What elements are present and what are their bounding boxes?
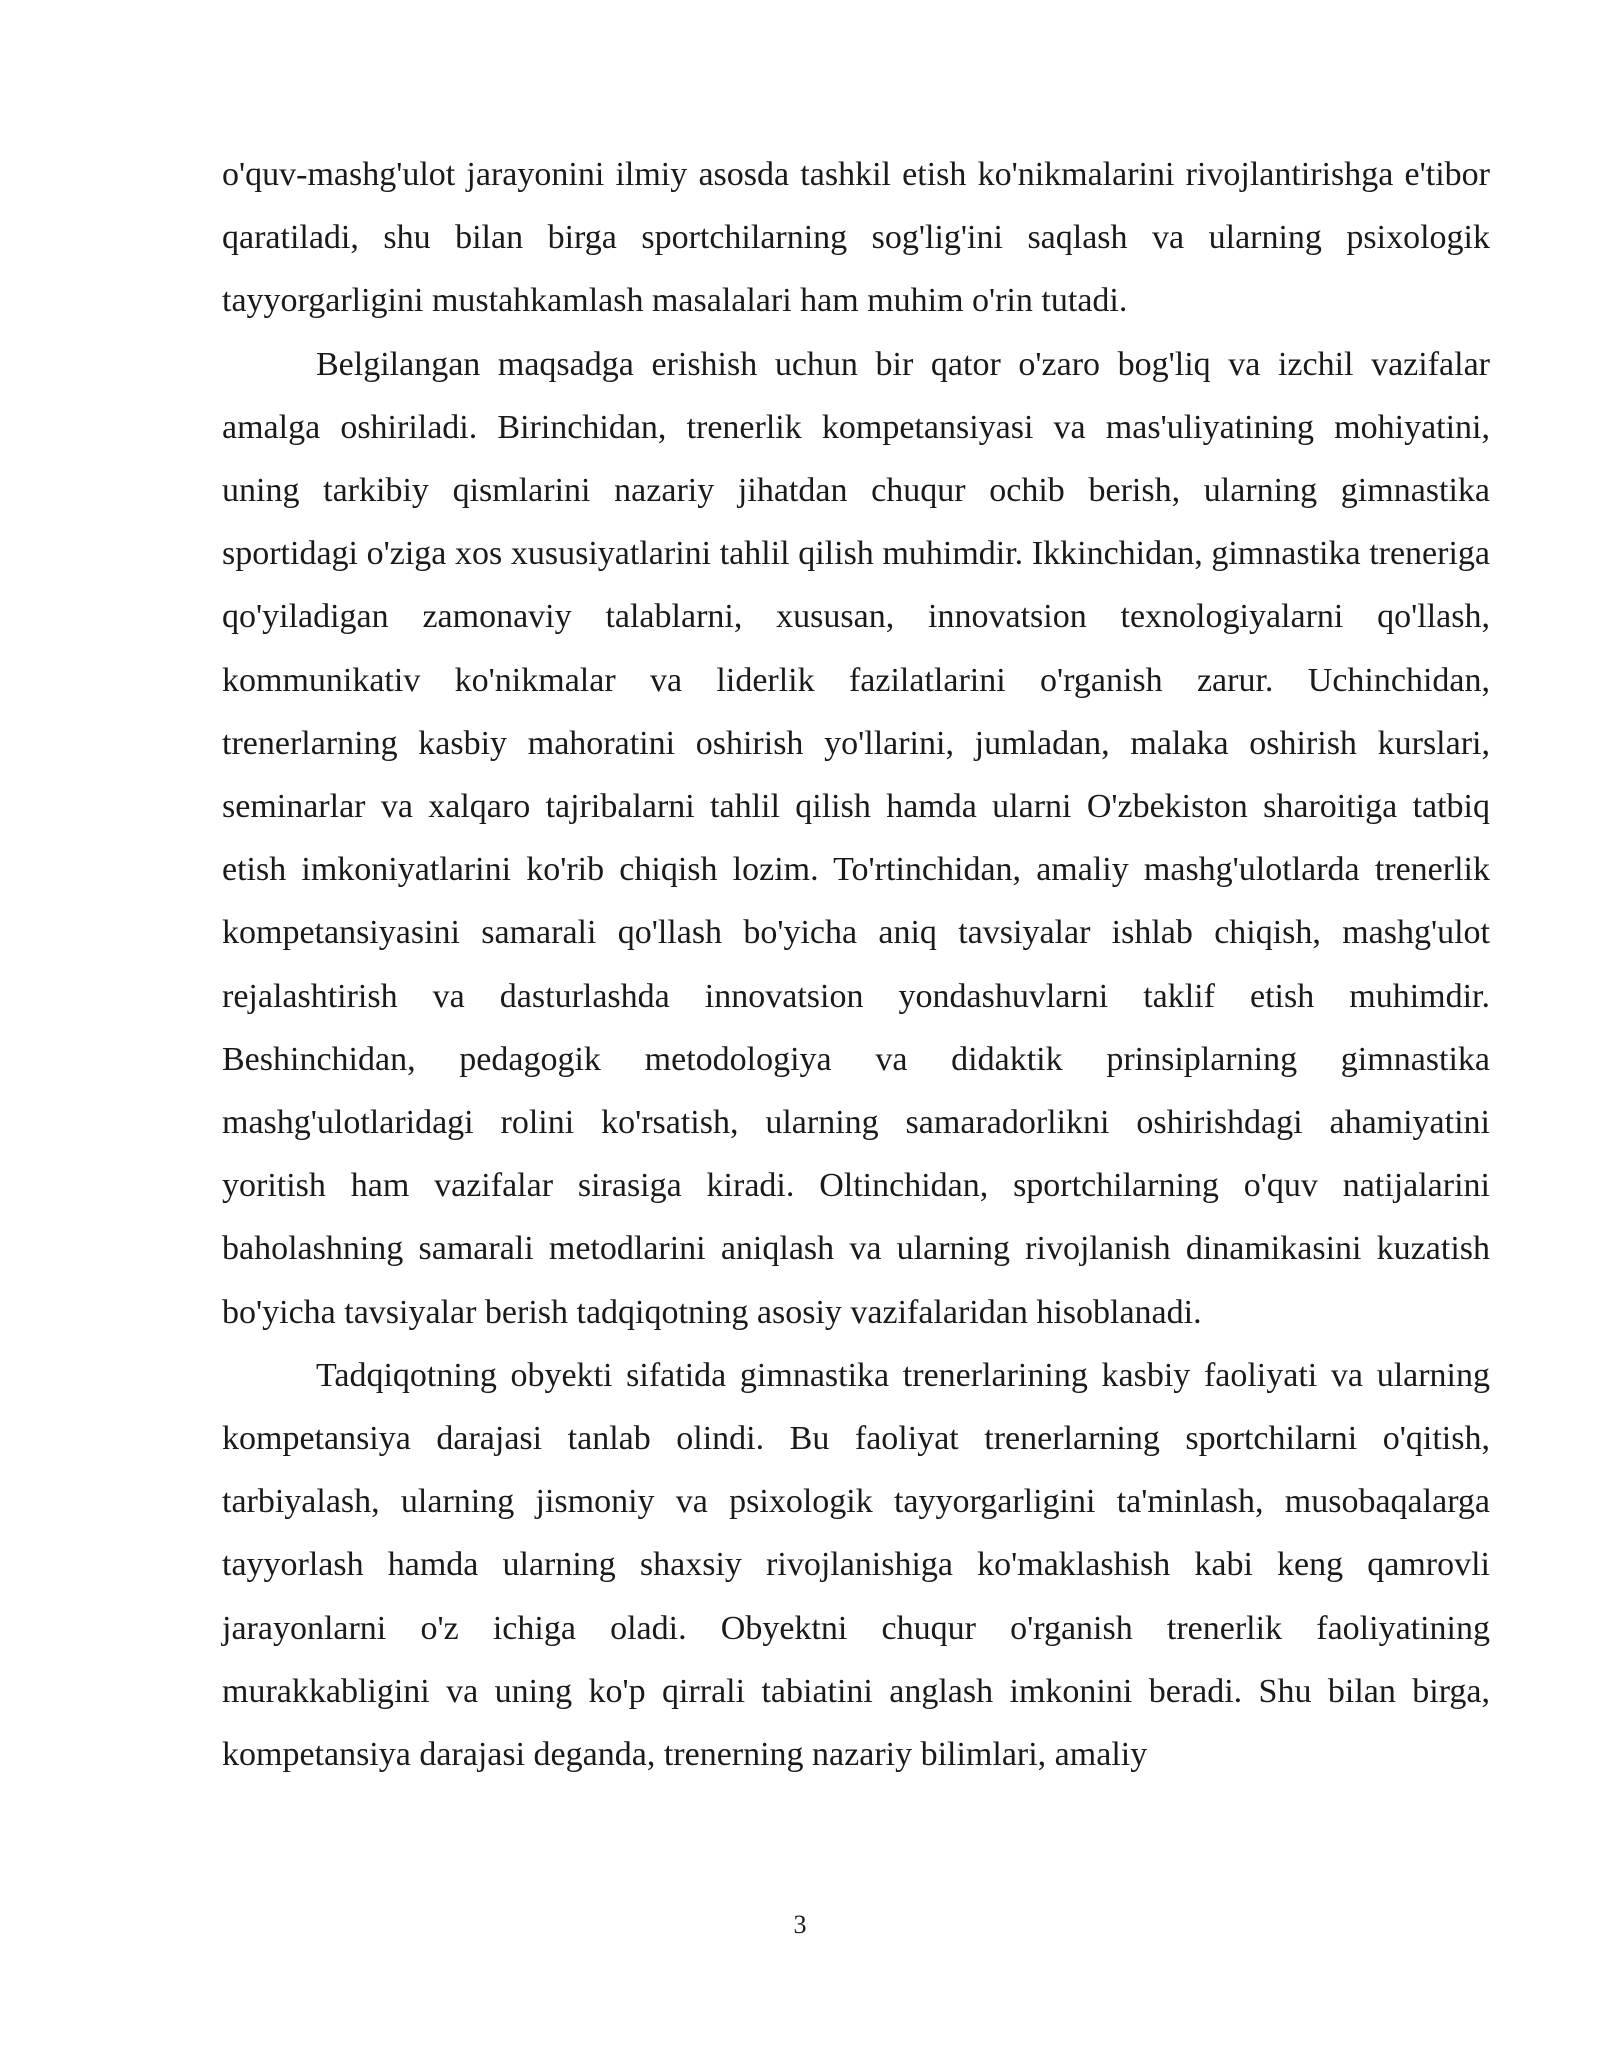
paragraph-tasks: Belgilangan maqsadga erishish uchun bir qator o'zaro bog'liq va izchil vazifalar amalga oshiriladi. Birinchidan, trenerlik kompetansiyasi va mas'uliyatining mohiyatini, uning tarkibiy qismlarini nazariy jihatdan chuqur ochib berish, ularning gimnastika sportidagi o'ziga xos xususiyatlarini tahlil qilish muhimdir. Ikkinchidan, gimnastika treneriga qo'yiladigan zamonaviy talablarni, xususan, innovatsion texnologiyalarni qo'llash, kommunikativ ko'nikmalar va liderlik fazilatlarini o'rganish zarur. Uchinchidan, trenerlarning kasbiy mahoratini oshirish yo'llarini, jumladan, malaka oshirish kurslari, seminarlar va xalqaro tajribalarni tahlil qilish hamda ularni O'zbekiston sharoitiga tatbiq etish imkoniyatlarini ko'rib chiqish lozim. To'rtinchidan, amaliy mashg'ulotlarda trenerlik kompetansiyasini samarali qo'llash bo'yicha aniq tavsiyalar ishlab chiqish, mashg'ulot rejalashtirish va dasturlashda innovatsion yondashuvlarni taklif etish muhimdir. Beshinchidan, pedagogik metodologiya va didaktik prinsiplarning gimnastika mashg'ulotlaridagi rolini ko'rsatish, ularning samaradorlikni oshirishdagi ahamiyatini yoritish ham vazifalar sirasiga kiradi. Oltinchidan, sportchilarning o'quv natijalarini baholashning samarali metodlarini aniqlash va ularning rivojlanish dinamikasini kuzatish bo'yicha tavsiyalar berish tadqiqotning asosiy vazifalaridan hisoblanadi. <box>222 345 1490 1331</box>
paragraph-research-object: Tadqiqotning obyekti sifatida gimnastika trenerlarining kasbiy faoliyati va ularning kompetansiya darajasi tanlab olindi. Bu faoliyat trenerlarning sportchilarni o'qitish, tarbiyalash, ularning jismoniy va psixologik tayyorgarligini ta'minlash, musobaqalarga tayyorlash hamda ularning shaxsiy rivojlanishiga ko'maklashish kabi keng qamrovli jarayonlarni o'z ichiga oladi. Obyektni chuqur o'rganish trenerlik faoliyatining murakkabligini va uning ko'p qirrali tabiatini anglash imkonini beradi. Shu bilan birga, kompetansiya darajasi deganda, trenerning nazariy bilimlari, amaliy <box>222 1356 1490 1774</box>
page-number: 3 <box>793 1910 807 1939</box>
body-text <box>222 143 1490 1786</box>
paragraph-continued: o'quv-mashg'ulot jarayonini ilmiy asosda tashkil etish ko'nikmalarini rivojlantirishga e'tibor qaratiladi, shu bilan birga sportchilarning sog'lig'ini saqlash va ularning psixologik tayyorgarligini mustahkamlash masalalari ham muhim o'rin tutadi. <box>222 156 1490 320</box>
